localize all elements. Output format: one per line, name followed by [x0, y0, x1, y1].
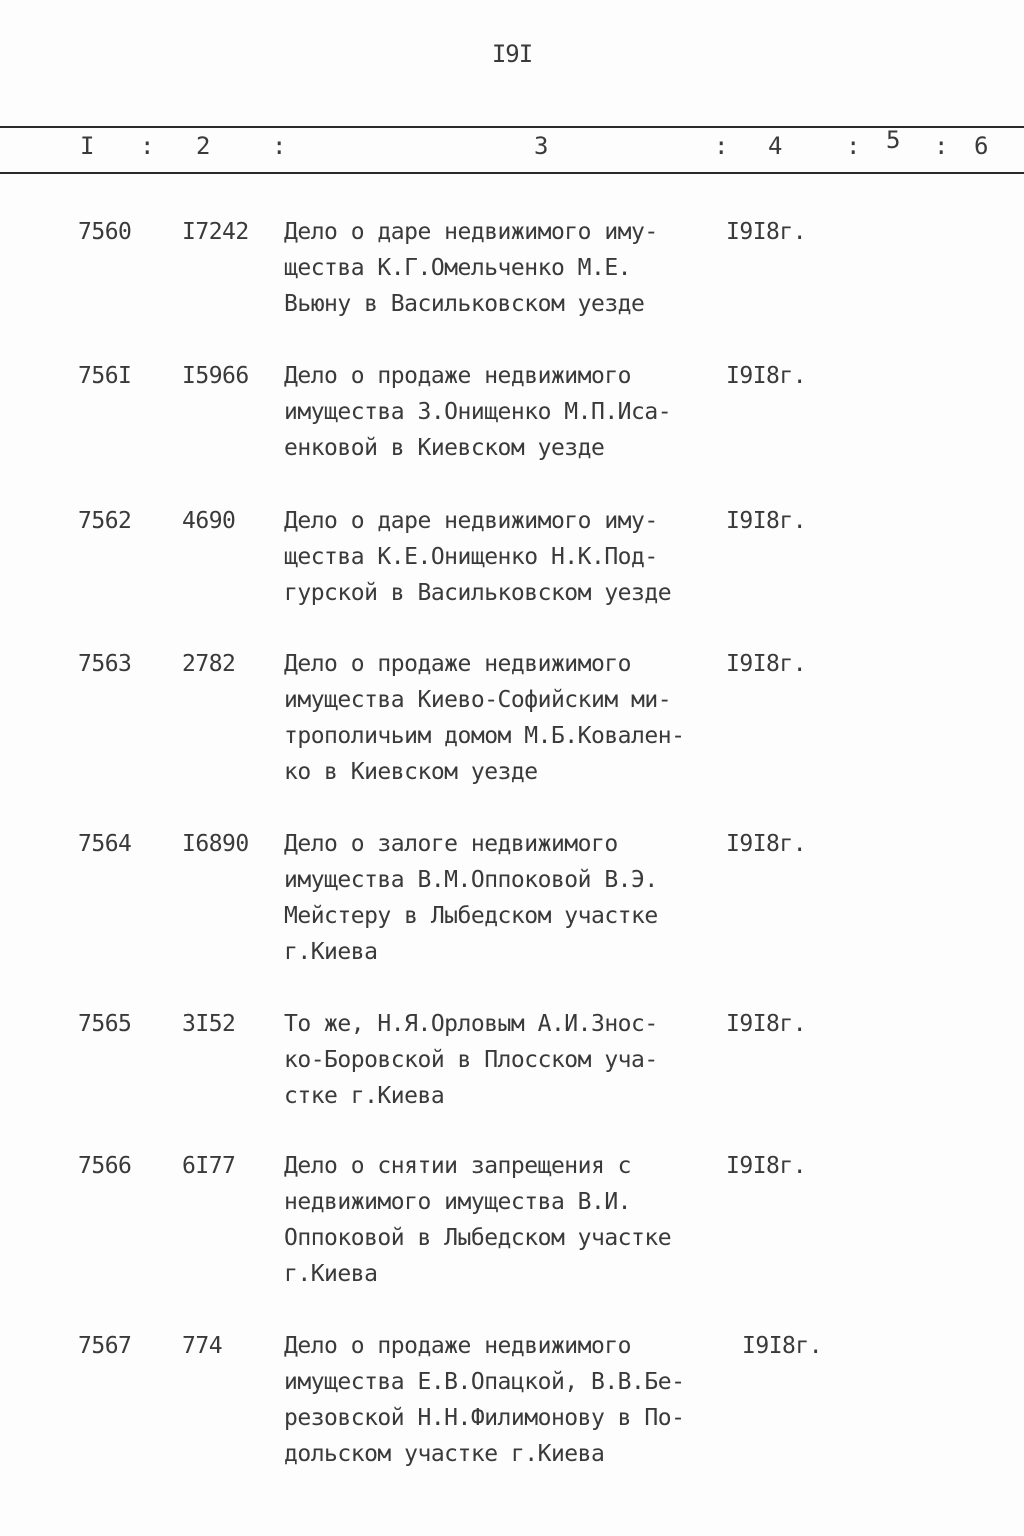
entry-year: I9I8г. [726, 363, 807, 389]
entry-number: 7565 [78, 1011, 132, 1037]
description-line: Дело о продаже недвижимого [284, 1333, 632, 1359]
entry-year: I9I8г. [726, 1153, 807, 1179]
entry-reference: 6I77 [182, 1153, 236, 1179]
column-separator: : [714, 132, 729, 160]
entry-year: I9I8г. [726, 1011, 807, 1037]
description-line: Мейстеру в Лыбедском участке [284, 903, 658, 929]
description-line: То же, Н.Я.Орловым А.И.Знос- [284, 1011, 658, 1037]
column-header-row [0, 126, 1024, 166]
page-number: I9I [491, 40, 533, 68]
entry-number: 756I [78, 363, 132, 389]
entry-number: 7564 [78, 831, 132, 857]
entry-year: I9I8г. [726, 651, 807, 677]
column-separator: : [846, 132, 861, 160]
description-line: Вьюну в Васильковском уезде [284, 291, 645, 317]
entry-number: 7562 [78, 508, 132, 534]
entry-description [284, 358, 734, 466]
column-separator: : [272, 132, 287, 160]
entry-description [284, 1328, 734, 1472]
entry-reference: 2782 [182, 651, 236, 677]
description-line: енковой в Киевском уезде [284, 435, 605, 461]
description-line: дольском участке г.Киева [284, 1441, 605, 1467]
column-header-1: I [80, 132, 95, 160]
description-line: трополичьим домом М.Б.Ковален- [284, 723, 685, 749]
description-line: г.Киева [284, 939, 378, 965]
column-header-5: 5 [886, 126, 901, 154]
description-line: имущества Киево-Софийским ми- [284, 687, 672, 713]
entry-number: 7563 [78, 651, 132, 677]
entry-year: I9I8г. [742, 1333, 823, 1359]
description-line: Дело о продаже недвижимого [284, 363, 632, 389]
column-separator: : [140, 132, 155, 160]
description-line: Дело о залоге недвижимого [284, 831, 618, 857]
entry-year: I9I8г. [726, 219, 807, 245]
description-line: ко в Киевском уезде [284, 759, 538, 785]
description-line: щества К.Е.Онищенко Н.К.Под- [284, 544, 658, 570]
entry-reference: 3I52 [182, 1011, 236, 1037]
description-line: ко-Боровской в Плосском уча- [284, 1047, 658, 1073]
description-line: имущества З.Онищенко М.П.Иса- [284, 399, 672, 425]
description-line: г.Киева [284, 1261, 378, 1287]
entry-reference: 4690 [182, 508, 236, 534]
header-bottom-rule [0, 172, 1024, 174]
entry-number: 7566 [78, 1153, 132, 1179]
description-line: стке г.Киева [284, 1083, 445, 1109]
column-header-3: 3 [534, 132, 549, 160]
description-line: Дело о продаже недвижимого [284, 651, 632, 677]
description-line: имущества В.М.Оппоковой В.Э. [284, 867, 658, 893]
column-separator: : [934, 132, 949, 160]
column-header-2: 2 [196, 132, 211, 160]
description-line: Оппоковой в Лыбедском участке [284, 1225, 672, 1251]
entry-reference: I7242 [182, 219, 249, 245]
entry-description [284, 503, 734, 611]
entry-description [284, 1006, 734, 1114]
entry-description [284, 646, 734, 790]
entry-year: I9I8г. [726, 508, 807, 534]
entry-year: I9I8г. [726, 831, 807, 857]
entry-description [284, 826, 734, 970]
entry-description [284, 1148, 734, 1292]
description-line: гурской в Васильковском уезде [284, 580, 672, 606]
entry-description [284, 214, 734, 322]
entry-number: 7567 [78, 1333, 132, 1359]
description-line: недвижимого имущества В.И. [284, 1189, 632, 1215]
entry-reference: I5966 [182, 363, 249, 389]
column-header-4: 4 [768, 132, 783, 160]
description-line: щества К.Г.Омельченко М.Е. [284, 255, 632, 281]
entry-reference: I6890 [182, 831, 249, 857]
entry-number: 7560 [78, 219, 132, 245]
description-line: резовской Н.Н.Филимонову в По- [284, 1405, 685, 1431]
description-line: Дело о даре недвижимого иму- [284, 219, 658, 245]
description-line: Дело о даре недвижимого иму- [284, 508, 658, 534]
description-line: имущества Е.В.Опацкой, В.В.Бе- [284, 1369, 685, 1395]
description-line: Дело о снятии запрещения с [284, 1153, 632, 1179]
column-header-6: 6 [974, 132, 989, 160]
entry-reference: 774 [182, 1333, 223, 1359]
header-top-rule [0, 126, 1024, 128]
